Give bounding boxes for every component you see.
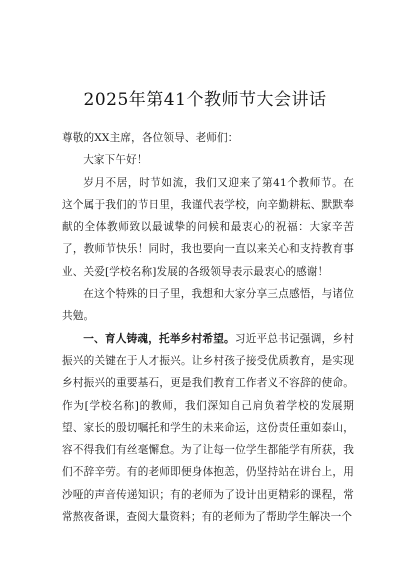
paragraph-opening: 岁月不居，时节如流，我们又迎来了第41个教师节。在这个属于我们的节日里，我谨代表学校，向辛勤耕耘、默默奉献的全体教师致以最诚挚的问候和最衷心的祝福：大家辛苦了，教师节快乐！同时，我也要向一直以来关心和支持教育事业、关爱[学校名称]发展的各级领导表示最衷心的感谢！ <box>62 176 354 278</box>
document-title: 2025年第41个教师节大会讲话 <box>83 90 327 110</box>
document-body <box>62 127 354 528</box>
section-one-paragraph <box>62 328 354 529</box>
section-one-heading: 一、育人铸魂，托举乡村希望。 <box>83 332 235 345</box>
greeting: 大家下午好！ <box>83 154 148 167</box>
paragraph-intro: 在这个特殊的日子里，我想和大家分享三点感悟，与诸位共勉。 <box>62 288 354 323</box>
salutation: 尊敬的XX主席，各位领导、老师们： <box>62 132 239 144</box>
section-one-text: 习近平总书记强调，乡村振兴的关键在于人才振兴。让乡村孩子接受优质教育，是实现乡村振兴的重要基石，更是我们教育工作者义不容辞的使命。作为[学校名称]的教师，我们深知自己肩负着学校的发展期望、家长的殷切嘱托和学生的未来命运，这份责任重如泰山，容不得我们有丝毫懈怠。为了让每一位学生都能学有所获，我们不辞辛劳。有的老师即便身体抱恙，仍坚持站在讲台上，用沙哑的声音传递知识；有的老师为了设计出更精彩的课程，常常熬夜备课，查阅大量资料；有的老师为了帮助学生解决一个 <box>62 332 354 524</box>
